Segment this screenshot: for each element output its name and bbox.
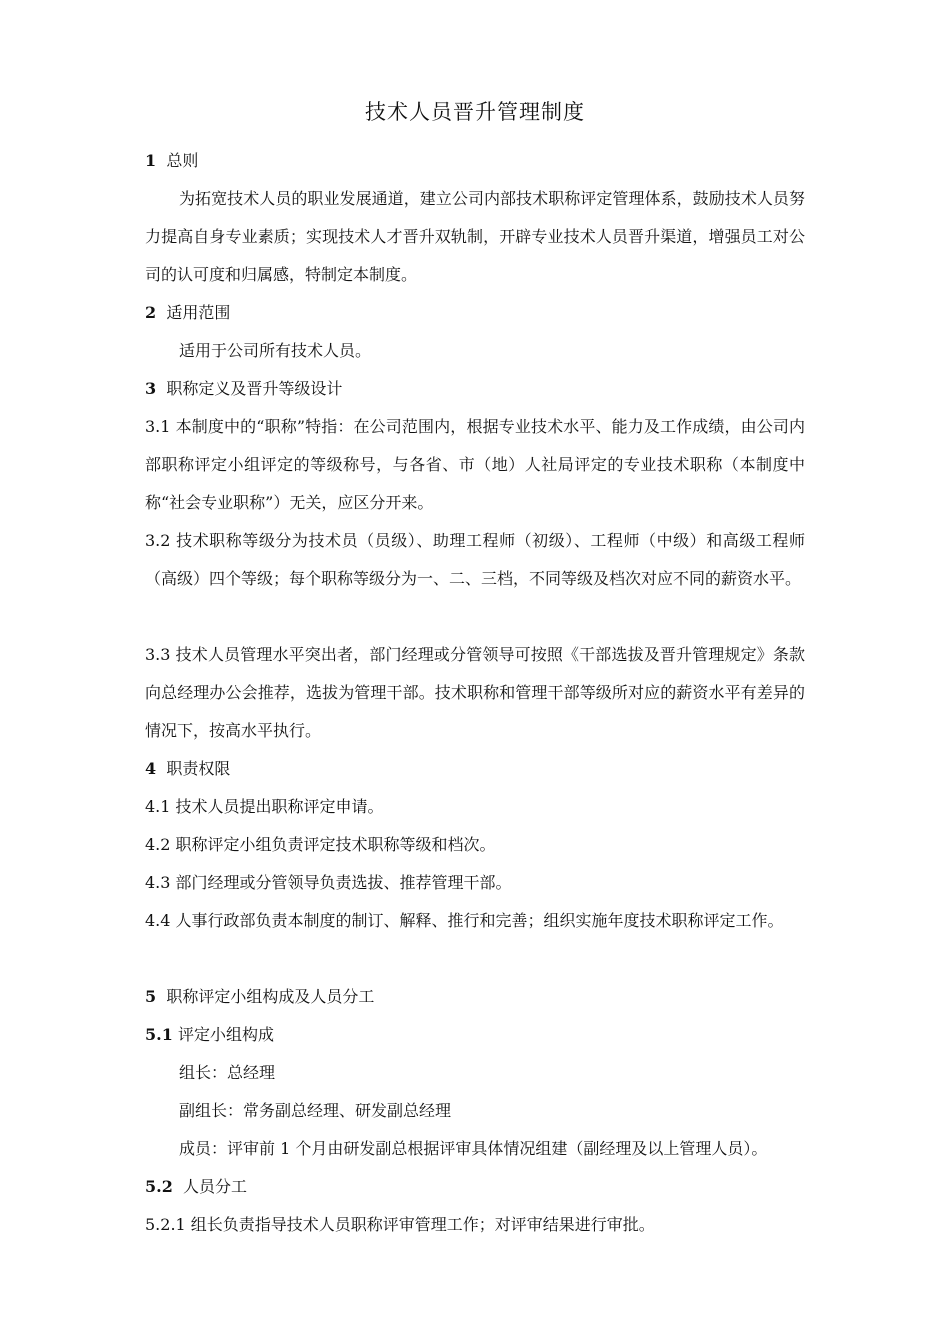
subsection-5-2-heading <box>145 1168 805 1206</box>
clause-5-2-1: 5.2.1 组长负责指导技术人员职称评审管理工作；对评审结果进行审批。 <box>145 1215 655 1234</box>
section-1-heading <box>145 142 805 180</box>
group-leader: 组长：总经理 <box>179 1063 276 1082</box>
clause-4-4: 4.4 人事行政部负责本制度的制订、解释、推行和完善；组织实施年度技术职称评定工作。 <box>145 911 784 930</box>
section-number: 4 <box>145 759 157 778</box>
section-number: 3 <box>145 379 157 398</box>
subsection-5-1-heading <box>145 1016 805 1054</box>
clause-4-3: 4.3 部门经理或分管领导负责选拔、推荐管理干部。 <box>145 873 512 892</box>
section-title: 职责权限 <box>166 759 231 778</box>
section-number: 1 <box>145 151 157 170</box>
section-1-body: 为拓宽技术人员的职业发展通道，建立公司内部技术职称评定管理体系，鼓励技术人员努力提高自身专业素质；实现技术人才晋升双轨制，开辟专业技术人员晋升渠道，增强员工对公司的认可度和归属感，特制定本制度。 <box>145 189 805 284</box>
subsection-title: 人员分工 <box>183 1177 248 1196</box>
section-2-heading <box>145 294 805 332</box>
section-3-heading <box>145 370 805 408</box>
clause-3-2: 3.2 技术职称等级分为技术员（员级）、助理工程师（初级）、工程师（中级）和高级工程师（高级）四个等级；每个职称等级分为一、二、三档，不同等级及档次对应不同的薪资水平。 <box>145 531 805 588</box>
clause-4-1: 4.1 技术人员提出职称评定申请。 <box>145 797 384 816</box>
section-number: 5 <box>145 987 157 1006</box>
group-vice-leader: 副组长：常务副总经理、研发副总经理 <box>179 1101 452 1120</box>
document-title: 技术人员晋升管理制度 <box>365 100 585 124</box>
clause-4-2: 4.2 职称评定小组负责评定技术职称等级和档次。 <box>145 835 496 854</box>
clause-3-3: 3.3 技术人员管理水平突出者，部门经理或分管领导可按照《干部选拔及晋升管理规定》条款向总经理办公会推荐，选拔为管理干部。技术职称和管理干部等级所对应的薪资水平有差异的情况下，按高水平执行。 <box>145 645 805 740</box>
section-4-heading <box>145 750 805 788</box>
subsection-number: 5.1 <box>145 1025 173 1044</box>
subsection-title: 评定小组构成 <box>177 1025 274 1044</box>
section-number: 2 <box>145 303 157 322</box>
section-title: 职称定义及晋升等级设计 <box>166 379 343 398</box>
section-title: 职称评定小组构成及人员分工 <box>166 987 375 1006</box>
clause-3-1: 3.1 本制度中的“职称”特指：在公司范围内，根据专业技术水平、能力及工作成绩，由公司内部职称评定小组评定的等级称号，与各省、市（地）人社局评定的专业技术职称（本制度中称“社会专业职称”）无关，应区分开来。 <box>145 417 805 512</box>
group-members: 成员：评审前 1 个月由研发副总根据评审具体情况组建（副经理及以上管理人员）。 <box>179 1139 768 1158</box>
section-title: 适用范围 <box>166 303 231 322</box>
section-title: 总则 <box>166 151 199 170</box>
section-2-body: 适用于公司所有技术人员。 <box>179 341 372 360</box>
section-5-heading <box>145 978 805 1016</box>
subsection-number: 5.2 <box>145 1177 173 1196</box>
